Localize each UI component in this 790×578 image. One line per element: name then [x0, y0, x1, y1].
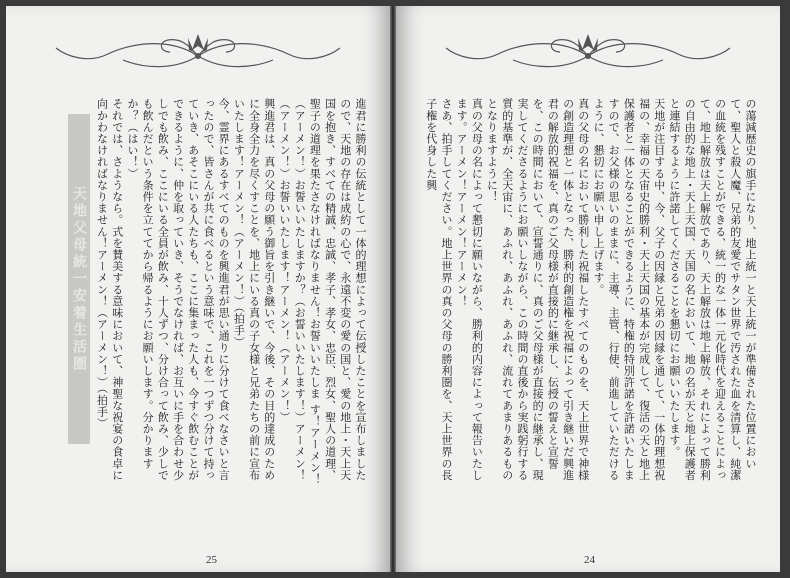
- left-page-number: 25: [206, 554, 217, 566]
- right-header-ornament: [438, 26, 738, 86]
- right-page: [396, 6, 780, 572]
- chapter-side-title: 天地父母統一安着生活圏: [68, 114, 90, 444]
- left-header-ornament: [48, 26, 348, 86]
- right-page-number: 24: [584, 554, 595, 566]
- left-page: [6, 6, 390, 572]
- flourish-ornament-icon: [48, 26, 348, 86]
- flourish-ornament-icon: [438, 26, 738, 86]
- left-page-body-text: 進君に勝利の伝統として一体的理想によって伝授したことを宣布しましたので、天地の存在は成約の心で、永遠不変の愛の国と、愛の地上・天上天国を抱き、すべての精誠、忠誠、孝子、孝女、忠臣、烈女、聖人の道理、聖子の道理を果たさなければなりません！お誓いいたしま す！アーメン！（アーメン！）お誓いいたしますか？（お誓いいたします！）アーメン！（アーメン！）お誓いいたします！アーメン！（アーメン！） 興進君は、真の父母の願う御旨を引き継いで、今後、その目的達成のために全身全力を尽くすことを、地上にいる真の子女様と兄弟たちの前に宣布いたします！アーメン！（アーメン！）（拍手） 今、霊界にあるすべてのものを興進君が思い通りに分けて食べなさいと言ったので、皆さんが共に食べるという意味で、これを一つずつ分けて持っていき、あそこにいる人たちも、ここに集まった人も、今すぐ飲むことができるように、仲を取っていき、そうでなければ、お互いに手を合わせ少しでも飲み、ここにいる全員が飲み、十人ずつ、分け合って飲み、少しでも飲んだという条件を立ててから帰るようにお願いします。分かりますか？（はい！） それでは、さようなら。式を賛美する意味において、神聖な祝宴の食卓に向かわなければなりません！アーメン！（アーメン！）（拍手）: [95, 98, 367, 485]
- right-page-body-text: の蕩減歴史の旗手になり、地上統一と天上統一が準備された位置において、聖人と殺人魔、兄弟的友愛でサタン世界で汚された血を清算し、純潔の血統を残すことができる、統一的な一体一元化時代を迎えることによって、地上解放は天上解放であり、天上解放は地上解放、それによって勝利の自由的な地上・天上天国、天国の名において、地の名が天と地上保護者と連結するように許諾してくださることを懇切にお願いいたします。 天地が注目する中、今、父子の因縁と兄弟の因縁を通して、一体的理想祝福の、幸福の天宙史的勝利・天上天国の基本が完成して、復活の天と地上保護者と一体となることができるように、特権的特別許諾を許諾いたしますので、お父様の思いのままに、主導、主管、行使、前進していただけるように、懇切にお願い申し上げます。 真の父母の名において勝利した祝福したすべてのものを、天上世界で神様の創造理想と一体となった、勝利的創造権を祝福によって引き継いだ興進君の解放的祝福を、真のご父母様が直接的に継承し、伝授の誓えと宣誓を、この時間において、宣誓通りに、真のご父母様が直接的に継承し、現実してくださるようにお願いしながら、この時間の直後から実践躬行する質的基準が、全天宙に、あふれ、あふれ、あふれ、流れてあまりあるものとなりますように！ 真の父母の名によって懇切に願いながら、勝利的内容によって報告いたします。アーメン！アーメン！アーメン！ さあ、拍手してください。地上世界の真の父母の勝利圏を、天上世界の長子権を代身した興: [424, 98, 757, 481]
